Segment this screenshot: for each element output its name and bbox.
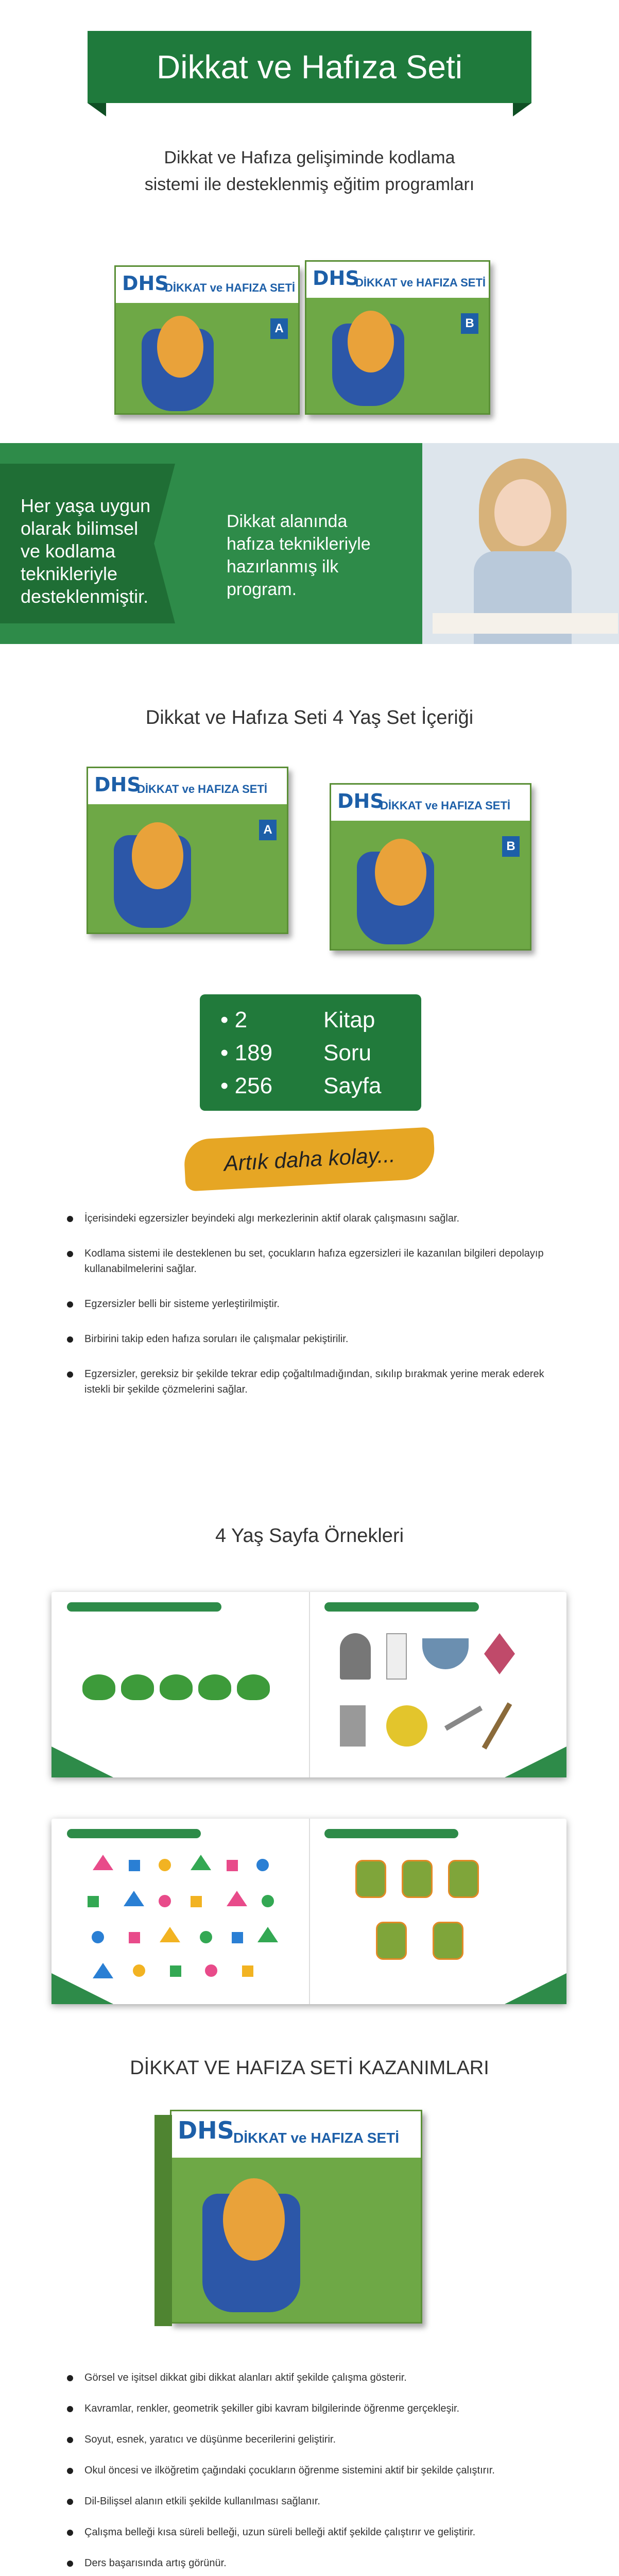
book-cover-a	[114, 265, 300, 415]
list-item: Soyut, esnek, yaratıcı ve düşünme becerilerini geliştirir.	[67, 2432, 561, 2447]
sample-spread-1	[51, 1592, 566, 1777]
list-item: Egzersizler belli bir sisteme yerleştirilmiştir.	[67, 1296, 561, 1312]
samples-title: 4 Yaş Sayfa Örnekleri	[215, 1525, 404, 1547]
backpack-image	[355, 1860, 386, 1898]
ball-image	[386, 1705, 427, 1747]
bear-illustration	[157, 316, 203, 378]
frog-image	[160, 1674, 193, 1700]
intro-text	[0, 144, 619, 198]
girl-photo	[422, 443, 619, 644]
book-title: DİKKAT ve HAFIZA SETİ	[355, 276, 486, 289]
bear-illustration	[223, 2178, 285, 2261]
book-cover-b	[305, 260, 490, 415]
fishing-rod-image	[482, 1702, 512, 1750]
list-item: Okul öncesi ve ilköğretim çağındaki çocukların öğrenme sistemini aktif bir şekilde çalıştırır.	[67, 2463, 561, 2478]
backpack-image	[402, 1860, 433, 1898]
grater-image	[340, 1705, 366, 1747]
gains-title: DİKKAT VE HAFIZA SETİ KAZANIMLARI	[130, 2057, 489, 2079]
book-logo: DHS	[94, 773, 141, 796]
bear-illustration	[132, 822, 183, 889]
book-letter-b: B	[502, 836, 520, 857]
set-content-title: Dikkat ve Hafıza Seti 4 Yaş Set İçeriği	[145, 707, 474, 728]
book-title: DİKKAT ve HAFIZA SETİ	[137, 783, 268, 795]
feature-band-right-text: Dikkat alanında hafıza teknikleriyle hazırlanmış ilk program.	[227, 512, 371, 599]
list-item: Dil-Bilişsel alanın etkili şekilde kullanılması sağlanır.	[67, 2494, 561, 2509]
book-title: DİKKAT ve HAFIZA SETİ	[165, 281, 296, 294]
frog-image	[82, 1674, 115, 1700]
list-item: Birbirini takip eden hafıza soruları ile çalışmalar pekiştirilir.	[67, 1331, 561, 1347]
tagline-brush	[183, 1127, 436, 1191]
frog-image	[121, 1674, 154, 1700]
list-item: Görsel ve işitsel dikkat gibi dikkat alanları aktif şekilde çalışma gösterir.	[67, 2370, 561, 2385]
book-title: DİKKAT ve HAFIZA SETİ	[380, 799, 511, 812]
bowl-image	[422, 1638, 469, 1669]
stat-row-pages: • 256 Sayfa	[220, 1073, 382, 1098]
page-title: Dikkat ve Hafıza Seti	[157, 48, 462, 86]
bear-illustration	[375, 839, 426, 906]
header-banner	[88, 31, 531, 103]
book-letter-b: B	[461, 313, 478, 334]
kite-image	[484, 1633, 515, 1674]
list-item: Egzersizler, gereksiz bir şekilde tekrar edip çoğaltılmadığından, sıkılıp bırakmak yerine merak ederek istekli bir şekilde çözmelerini sağlar.	[67, 1366, 561, 1397]
tagline-text: Artık daha kolay...	[223, 1142, 396, 1176]
frog-image	[198, 1674, 231, 1700]
book-cover-b-large	[330, 783, 531, 951]
backpack-image	[376, 1922, 407, 1960]
backpack-image	[433, 1922, 463, 1960]
girl-face	[494, 479, 551, 546]
stat-row-books: • 2 Kitap	[220, 1007, 375, 1032]
list-item: Ders başarısında artış görünür.	[67, 2555, 561, 2571]
book-logo: DHS	[178, 2116, 234, 2144]
set-stats-box	[200, 994, 421, 1111]
book-logo: DHS	[313, 267, 359, 290]
ladle-image	[444, 1706, 483, 1731]
feature-band-left-text: Her yaşa uygun olarak bilimsel ve kodlama teknikleriyle desteklenmiştir.	[21, 495, 151, 607]
intro-line-1: Dikkat ve Hafıza gelişiminde kodlama	[164, 148, 455, 167]
kettle-image	[340, 1633, 371, 1680]
gains-list	[67, 2370, 561, 2576]
sample-spread-2	[51, 1819, 566, 2004]
list-item: Çalışma belleği kısa süreli belleği, uzun süreli belleği aktif şekilde çalıştırır ve geliştirir.	[67, 2524, 561, 2540]
bottle-image	[386, 1633, 407, 1680]
feature-list	[67, 1211, 561, 1397]
frog-image	[237, 1674, 270, 1700]
list-item: İçerisindeki egzersizler beyindeki algı merkezlerinin aktif olarak çalışmasını sağlar.	[67, 1211, 561, 1226]
book-logo: DHS	[122, 272, 169, 295]
book-title: DİKKAT ve HAFIZA SETİ	[233, 2130, 400, 2146]
intro-line-2: sistemi ile desteklenmiş eğitim programları	[144, 175, 475, 194]
list-item: Kodlama sistemi ile desteklenen bu set, çocukların hafıza egzersizleri ile kazanılan bilgileri depolayıp kullanabilmelerini sağlar.	[67, 1246, 561, 1277]
table-cards	[433, 613, 618, 634]
book-cover-a-large	[87, 767, 288, 934]
book-cover-3d	[170, 2110, 422, 2324]
stat-row-questions: • 189 Soru	[220, 1040, 371, 1065]
book-letter-a: A	[270, 318, 288, 339]
book-spine	[154, 2115, 172, 2326]
list-item: Kavramlar, renkler, geometrik şekiller gibi kavram bilgilerinde öğrenme gerçekleşir.	[67, 2401, 561, 2416]
book-letter-a: A	[259, 820, 277, 840]
bear-illustration	[348, 311, 394, 372]
backpack-image	[448, 1860, 479, 1898]
shapes-image	[72, 1850, 288, 1989]
book-logo: DHS	[337, 790, 384, 812]
